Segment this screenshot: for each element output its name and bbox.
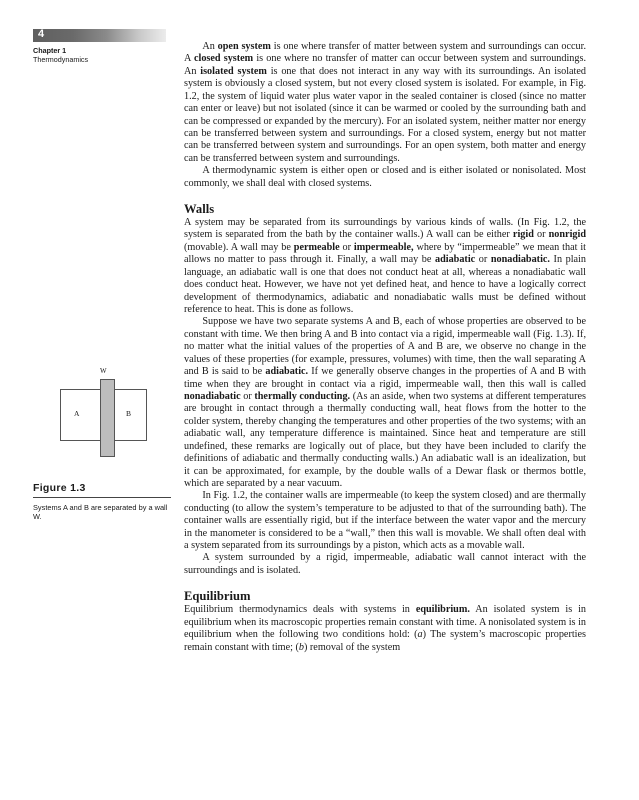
figure-caption: Systems A and B are separated by a wall W.	[33, 503, 168, 522]
paragraph-system-kinds: A thermodynamic system is either open or closed and is either isolated or nonisolated. Most commonly, we shall deal with closed systems.	[184, 165, 586, 189]
paragraph-systems: An open system is one where transfer of matter between system and surroundings can occur. A closed system is one where no transfer of matter can occur between system and surroundings. An isolated system is one that does not interact in any way with its surroundings. An isolated system is obviously a closed system, but not every closed system is isolated. For example, in Fig. 1.2, the system of liquid water plus water vapor in the sealed container is closed (since no matter can enter or leave) but not isolated (since it can be warmed or cooled by the surrounding bath and can be compressed or expanded by the mercury). For an isolated system, neither matter nor energy can be transferred between system and surroundings. For a closed system, energy but not matter can be transferred between system and surroundings. For an open system, both matter and energy can be transferred between system and surroundings.	[184, 41, 587, 164]
paragraph-walls: A system may be separated from its surroundings by various kinds of walls. (In Fig. 1.2, the system is separated from the bath by the container walls.) A wall can be either rigid or nonrigid (movable). A wall may be permeable or impermeable, where by “impermeable” we mean that it allows no matter to pass through it. Finally, a wall may be adiabatic or nonadiabatic. In plain language, an adiabatic wall is one that does not conduct heat at all, whereas a nonadiabatic wall does conduct heat. However, we have not yet defined heat, and hence to have a logically correct development of thermodynamics, adiabatic and nonadiabatic walls must be defined without reference to heat. This is done as follows.	[184, 217, 586, 316]
figure-walls-diagram	[60, 367, 180, 477]
page-number-bar	[33, 29, 166, 42]
heading-walls: Walls	[184, 202, 215, 217]
paragraph-adiabatic: Suppose we have two separate systems A and B, each of whose properties are observed to be constant with time. We then bring A and B into contact via a rigid, impermeable wall (Fig. 1.3). If, no matter what the initial values of the properties of A and B are, we observe no change in the values of these properties (for example, pressures, volumes) with time, then the wall separating A and B is said to be adiabatic. If we generally observe changes in the properties of A and B with time when they are brought in contact via a rigid, impermeable wall, then this wall is called nonadiabatic or thermally conducting. (As an aside, when two systems at different temperatures are brought in contact through a thermally conducting wall, heat flows from the hotter to the colder system, thereby changing the temperatures and other properties of the two systems; with an adiabatic wall, any temperature difference is maintained. Since heat and temperature are still undefined, these remarks are logically out of place, but they have been included to clarify the definitions of adiabatic and thermally conducting walls.) An adiabatic wall is an idealization, but it can be approximated, for example, by the double walls of a Dewar flask or thermos bottle, which are separated by a near vacuum.	[184, 316, 586, 489]
paragraph-equilibrium: Equilibrium thermodynamics deals with systems in equilibrium. An isolated system is in equilibrium when its macroscopic properties remain constant with time. A nonisolated system is in equilibrium when the following two conditions hold: (a) The system’s macroscopic properties remain constant with time; (b) removal of the system	[184, 604, 586, 653]
figure-title: Figure 1.3	[33, 482, 86, 494]
system-a-box	[60, 389, 102, 441]
chapter-title: Thermodynamics	[33, 55, 89, 64]
paragraph-container-walls: In Fig. 1.2, the container walls are impermeable (to keep the system closed) and are thermally conducting (to allow the system’s temperature to be adjusted to that of the surrounding bath). The container walls are essentially rigid, but if the interface between the water vapor and the mercury in the manometer is considered to be a “wall,” then this wall is movable. We shall often deal with a system separated from its surroundings by a piston, which acts as a movable wall.	[184, 490, 586, 552]
wall-label: W	[100, 367, 107, 375]
paragraph-isolated: A system surrounded by a rigid, impermeable, adiabatic wall cannot interact with the surroundings and is isolated.	[184, 552, 586, 576]
page-number: 4	[38, 28, 45, 40]
body-text	[184, 41, 586, 654]
wall-w	[100, 379, 115, 457]
system-a-label: A	[74, 409, 80, 418]
chapter-label: Chapter 1	[33, 46, 67, 55]
heading-equilibrium: Equilibrium	[184, 589, 251, 604]
system-b-label: B	[126, 409, 132, 418]
figure-rule	[33, 497, 171, 498]
running-head	[33, 46, 173, 64]
